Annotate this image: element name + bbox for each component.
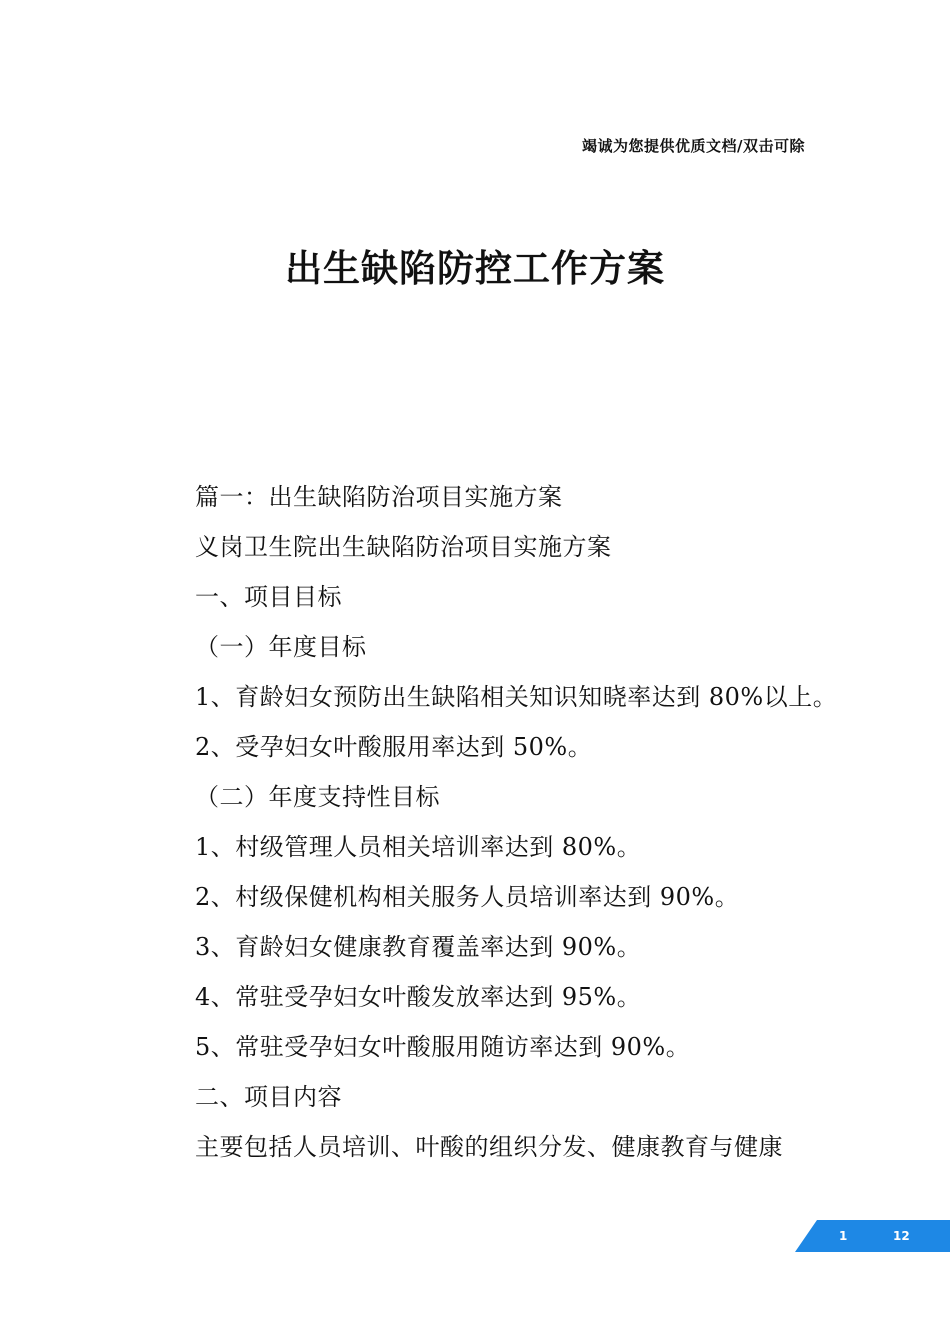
page-total-number: 12	[893, 1229, 910, 1243]
page-current-number: 1	[839, 1229, 848, 1243]
body-line: 2、受孕妇女叶酸服用率达到 50%。	[195, 733, 593, 761]
body-line: 二、项目内容	[195, 1083, 342, 1111]
body-line: （二）年度支持性目标	[195, 783, 440, 811]
body-line: 篇一：出生缺陷防治项目实施方案	[195, 483, 563, 511]
body-line: 1、育龄妇女预防出生缺陷相关知识知晓率达到 80%以上。	[195, 683, 838, 711]
body-line: 5、常驻受孕妇女叶酸服用随访率达到 90%。	[195, 1033, 691, 1061]
page-number-band	[795, 1220, 950, 1252]
body-line: 3、育龄妇女健康教育覆盖率达到 90%。	[195, 933, 642, 961]
header-note: 竭诚为您提供优质文档/双击可除	[582, 137, 805, 155]
body-line: 2、村级保健机构相关服务人员培训率达到 90%。	[195, 883, 740, 911]
body-line: 1、村级管理人员相关培训率达到 80%。	[195, 833, 642, 861]
page-band-shape	[795, 1220, 950, 1252]
document-body	[195, 472, 895, 1172]
body-line: （一）年度目标	[195, 633, 367, 661]
body-line: 主要包括人员培训、叶酸的组织分发、健康教育与健康	[195, 1133, 783, 1161]
body-line: 义岗卫生院出生缺陷防治项目实施方案	[195, 533, 612, 561]
body-line: 一、项目目标	[195, 583, 342, 611]
document-title: 出生缺陷防控工作方案	[285, 247, 665, 290]
body-line: 4、常驻受孕妇女叶酸发放率达到 95%。	[195, 983, 642, 1011]
